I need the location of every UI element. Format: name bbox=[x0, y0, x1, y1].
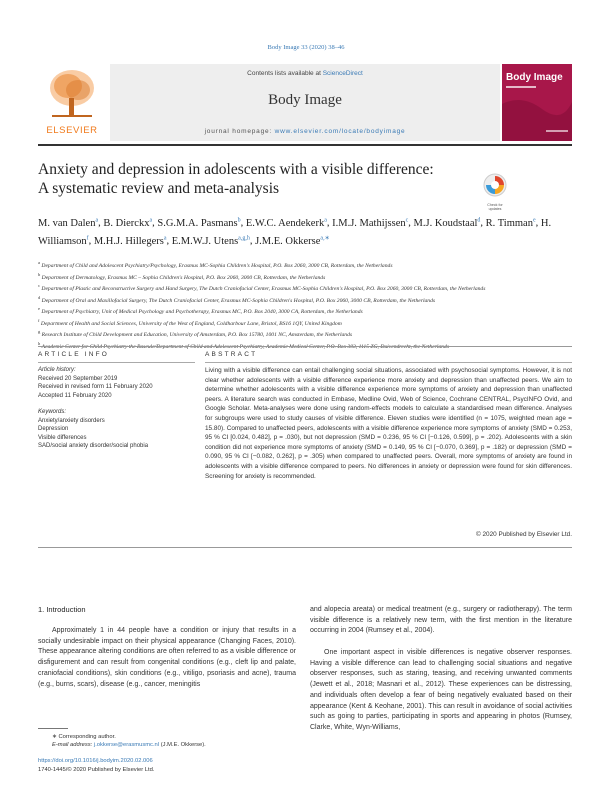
header-rule bbox=[38, 144, 572, 146]
section-heading-introduction: 1. Introduction bbox=[38, 605, 86, 614]
email-suffix: (J.M.E. Okkerse). bbox=[160, 742, 206, 748]
author[interactable] bbox=[414, 218, 481, 229]
author[interactable] bbox=[38, 218, 98, 229]
author[interactable] bbox=[255, 236, 330, 247]
affiliation-text: Department of Plastic and Reconstructive Surgery and Hand Surgery, The Dutch Craniofacial Center, Erasmus MC-Sophia Children's Hospital, P.O. Box 2060, 3000 CB, Rotterdam, the Netherlands bbox=[41, 285, 486, 292]
email-link[interactable]: j.okkerse@erasmusmc.nl bbox=[93, 742, 160, 748]
crossmark-label: Check for updates bbox=[487, 203, 503, 211]
footnote bbox=[52, 733, 292, 749]
affiliation-marker: f bbox=[38, 317, 40, 323]
author-affiliation-marker[interactable]: c bbox=[405, 217, 409, 223]
article-title bbox=[38, 160, 458, 198]
author-name: H. Williamson bbox=[38, 217, 552, 247]
affiliation bbox=[38, 305, 572, 317]
journal-cover-thumbnail[interactable] bbox=[502, 64, 572, 141]
affiliation bbox=[38, 282, 572, 294]
author-name: M.J. Koudstaal bbox=[413, 217, 478, 229]
author-name: E.M.W.J. Utens bbox=[171, 235, 239, 247]
author-affiliation-marker[interactable]: d bbox=[477, 217, 481, 223]
history-entry: Received in revised form 11 February 2020 bbox=[38, 384, 153, 390]
author-affiliation-marker[interactable]: e bbox=[532, 217, 536, 223]
affiliation-text: Department of Health and Social Sciences, University of the West of England, Coldharbour Lane, Bristol, BS16 1QY, United Kingdom bbox=[40, 320, 342, 327]
author-affiliation-marker[interactable]: a bbox=[149, 217, 153, 223]
journal-header bbox=[38, 64, 500, 141]
affiliation-list bbox=[38, 259, 572, 352]
author[interactable] bbox=[172, 236, 250, 247]
history-label: Article history: bbox=[38, 367, 76, 373]
section-rule bbox=[38, 346, 572, 347]
body-column-left: Approximately 1 in 44 people have a condition or injury that results in a socially undesirable impact on their physical appearance (Changing Faces, 2010). These appearance altering conditions are often referred to as a visible difference or disfigurement and can result from congenital conditions (e.g., cleft lip and palate, craniofacial conditions), skin conditions (e.g., vitiligo, psoriasis and acne), trauma (e.g., burns, scars), disease (e.g., cancer, meningitis bbox=[38, 627, 296, 688]
sciencedirect-link[interactable]: ScienceDirect bbox=[322, 70, 363, 77]
affiliation-text: Department of Psychiatry, Unit of Medical Psychology and Psychotherapy, Erasmus MC, P.O. Box 2040, 3000 CA, Rotterdam, the Netherlands bbox=[41, 309, 363, 316]
abstract-heading: ABSTRACT bbox=[205, 351, 258, 358]
homepage-line bbox=[110, 128, 500, 135]
affiliation-marker: d bbox=[38, 294, 41, 300]
affiliation-marker: c bbox=[38, 283, 40, 289]
affiliation-text: Department of Oral and Maxillofacial Surgery, The Dutch Craniofacial Center, Erasmus MC-Sophia Children's Hospital, P.O. Box 2060, 3000 CB, Rotterdam, the Netherlands bbox=[41, 297, 436, 304]
author[interactable] bbox=[486, 218, 536, 229]
affiliation-text: Department of Child and Adolescent Psychiatry/Psychology, Erasmus MC-Sophia Children's Hospital, P.O. Box 2060, 3000 CB, Rotterdam, the Netherlands bbox=[41, 262, 393, 269]
elsevier-logo[interactable] bbox=[38, 64, 106, 141]
affiliation-text: Research Institute of Child Development and Education, University of Amsterdam, P.O. Box 15780, 1001 NC, Amsterdam, the Netherlands bbox=[41, 332, 353, 339]
article-info-heading: ARTICLE INFO bbox=[38, 351, 110, 358]
author[interactable] bbox=[94, 236, 167, 247]
affiliation bbox=[38, 259, 572, 271]
history-entry: Accepted 11 February 2020 bbox=[38, 392, 112, 399]
email-line bbox=[52, 741, 292, 749]
tree-logo-icon bbox=[38, 64, 106, 124]
affiliation-marker: g bbox=[38, 329, 41, 335]
copyright-notice: © 2020 Published by Elsevier Ltd. bbox=[475, 531, 572, 538]
abstract-rule bbox=[205, 362, 572, 363]
affiliation bbox=[38, 271, 572, 283]
email-label: E-mail address: bbox=[52, 742, 93, 748]
corresponding-author-note: ∗ Corresponding author. bbox=[52, 734, 116, 740]
author-name: R. Timman bbox=[485, 217, 533, 229]
article-info bbox=[38, 366, 195, 451]
footnote-rule bbox=[38, 728, 68, 729]
crossmark-icon bbox=[482, 172, 508, 198]
affiliation bbox=[38, 328, 572, 340]
affiliation-marker: h bbox=[38, 340, 41, 346]
body-column-right-para-1: and alopecia areata) or medical treatment (e.g., surgery or radiotherapy). The term visible difference is a relatively new term, with the first mention in the literature occurring in 2004 (Rumsey et al., 2004). bbox=[310, 606, 572, 635]
contents-line bbox=[110, 70, 500, 77]
author[interactable] bbox=[246, 218, 327, 229]
journal-reference[interactable]: Body Image 33 (2020) 38–46 bbox=[267, 44, 345, 51]
homepage-link[interactable]: www.elsevier.com/locate/bodyimage bbox=[274, 128, 406, 135]
author-affiliation-marker[interactable]: a bbox=[163, 235, 167, 241]
affiliation bbox=[38, 294, 572, 306]
doi-link[interactable]: https://doi.org/10.1016/j.bodyim.2020.02.006 bbox=[38, 758, 153, 764]
contents-prefix: Contents lists available at bbox=[247, 70, 321, 77]
author[interactable] bbox=[157, 218, 240, 229]
author-affiliation-marker[interactable]: a bbox=[324, 217, 327, 223]
author-affiliation-marker[interactable]: f bbox=[86, 235, 89, 241]
affiliation-marker: e bbox=[38, 306, 40, 312]
affiliation-text: Department of Dermatology, Erasmus MC – Sophia Children's Hospital, P.O. Box 2060, 3000 CB, Rotterdam, the Netherlands bbox=[41, 274, 326, 281]
issn-line: 1740-1445/© 2020 Published by Elsevier Ltd. bbox=[38, 767, 155, 773]
body-column-right-para-2: One important aspect in visible differences is negative observer responses. Having a visible difference can lead to challenging social situations and negative observer responses, such as staring, teasing, and receiving unwanted comments (Jewett et al., 2018; Masnari et al., 2012). These experiences can be distressing, and individuals often develop a fear of being negatively evaluated based on their appearance (Kent & Keohane, 2001). This can result in avoidance of social activities such as going to parties, participating in sports and appearing in photos (Rumsey, Clarke, White, Wyn-Williams, bbox=[310, 649, 572, 731]
author-affiliation-marker[interactable]: a,g,h bbox=[238, 235, 250, 241]
author-name: J.M.E. Okkerse bbox=[255, 235, 321, 247]
journal-name: Body Image bbox=[268, 92, 342, 108]
author-affiliation-marker[interactable]: a bbox=[95, 217, 99, 223]
author-name: S.G.M.A. Pasmans bbox=[157, 217, 238, 229]
author-list: M. van Dalen$^a$, B. Dierckx$^a$, S.G.M.A. Pasmans$^b$, E.W.C. Aendekerk$^a$, I.M.J. Mathijssen$^c$, M.J. Koudstaal$^d$, R. Timman$^e$, H. Williamson$^f$, M.H.J. Hillegers$^a$, E.M.W.J. Utens$^{a,g,h}$, J.M.E. Okkerse$^{a,∗}$ bbox=[38, 217, 552, 247]
author-affiliation-marker[interactable]: a,∗ bbox=[320, 235, 330, 241]
affiliation-marker: b bbox=[38, 271, 41, 277]
author[interactable] bbox=[332, 218, 408, 229]
author-name: M. van Dalen bbox=[38, 217, 96, 229]
abstract-bottom-rule bbox=[38, 547, 572, 548]
author[interactable] bbox=[103, 218, 152, 229]
keyword[interactable]: Depression bbox=[38, 426, 69, 432]
author-name: E.W.C. Aendekerk bbox=[245, 217, 325, 229]
keyword[interactable]: SAD/social anxiety disorder/social phobia bbox=[38, 443, 149, 449]
title-line-2: A systematic review and meta-analysis bbox=[38, 180, 280, 197]
history-entry: Received 20 September 2019 bbox=[38, 375, 118, 382]
keyword[interactable]: Visible differences bbox=[38, 434, 87, 441]
crossmark-badge[interactable] bbox=[482, 172, 508, 211]
title-line-1: Anxiety and depression in adolescents with a visible difference: bbox=[38, 161, 434, 178]
publisher-name: ELSEVIER bbox=[46, 125, 98, 136]
abstract-text: Living with a visible difference can entail challenging social situations, associated with psychosocial symptoms. However, it is not clear whether adolescents with a visible difference experience more anxiety and depression than unaffected peers. We aim to determine whether adolescents with a visible difference experience more symptoms of anxiety and depression than unaffected peers. A literature search was conducted in Embase, Medline Ovid, Web of Science, Cochrane CENTRAL, PsycINFO Ovid, and Google Scholar. Meta-analyses were done using random-effects models to calculate a standardised mean difference. Analyses for subgroups were used to study causes of visible difference. Eleven studies were identified (n = 1075, weighted mean age = 15.80). Compared to unaffected peers, adolescents with a visible difference experience more symptoms of anxiety (SMD = 0.253, 95 % CI [0.024, 0.482], p = .030), but not depression (SMD = 0.236, 95 % CI [−0.126, 0.599], p = .202). Adolescents with a skin condition did not experience more symptoms of anxiety (SMD = 0.149, 95 % CI [−0.070, 0.369], p = .182) or depression (SMD = 0.090, 95 % CI [−0.082, 0.262], p = .305) when compared to unaffected peers. Overall, more symptoms of anxiety are found in adolescents with a visible difference compared to peers. No differences in anxiety or depression were found for skin differences. Screening for anxiety is recommended. bbox=[205, 367, 572, 480]
keyword-list bbox=[38, 417, 195, 451]
keyword[interactable]: Anxiety/anxiety disorders bbox=[38, 417, 105, 424]
author-affiliation-marker[interactable]: b bbox=[237, 217, 241, 223]
homepage-prefix: journal homepage: bbox=[204, 128, 273, 135]
history-list bbox=[38, 375, 195, 401]
affiliation bbox=[38, 317, 572, 329]
affiliation-marker: a bbox=[38, 260, 40, 265]
author-name: I.M.J. Mathijssen bbox=[332, 217, 406, 229]
author-name: B. Dierckx bbox=[103, 217, 150, 229]
cover-title: Body Image bbox=[506, 72, 563, 83]
author-name: M.H.J. Hillegers bbox=[93, 235, 164, 247]
keywords-label: Keywords: bbox=[38, 409, 67, 415]
article-info-rule bbox=[38, 362, 195, 363]
cover-art-icon bbox=[502, 64, 572, 141]
